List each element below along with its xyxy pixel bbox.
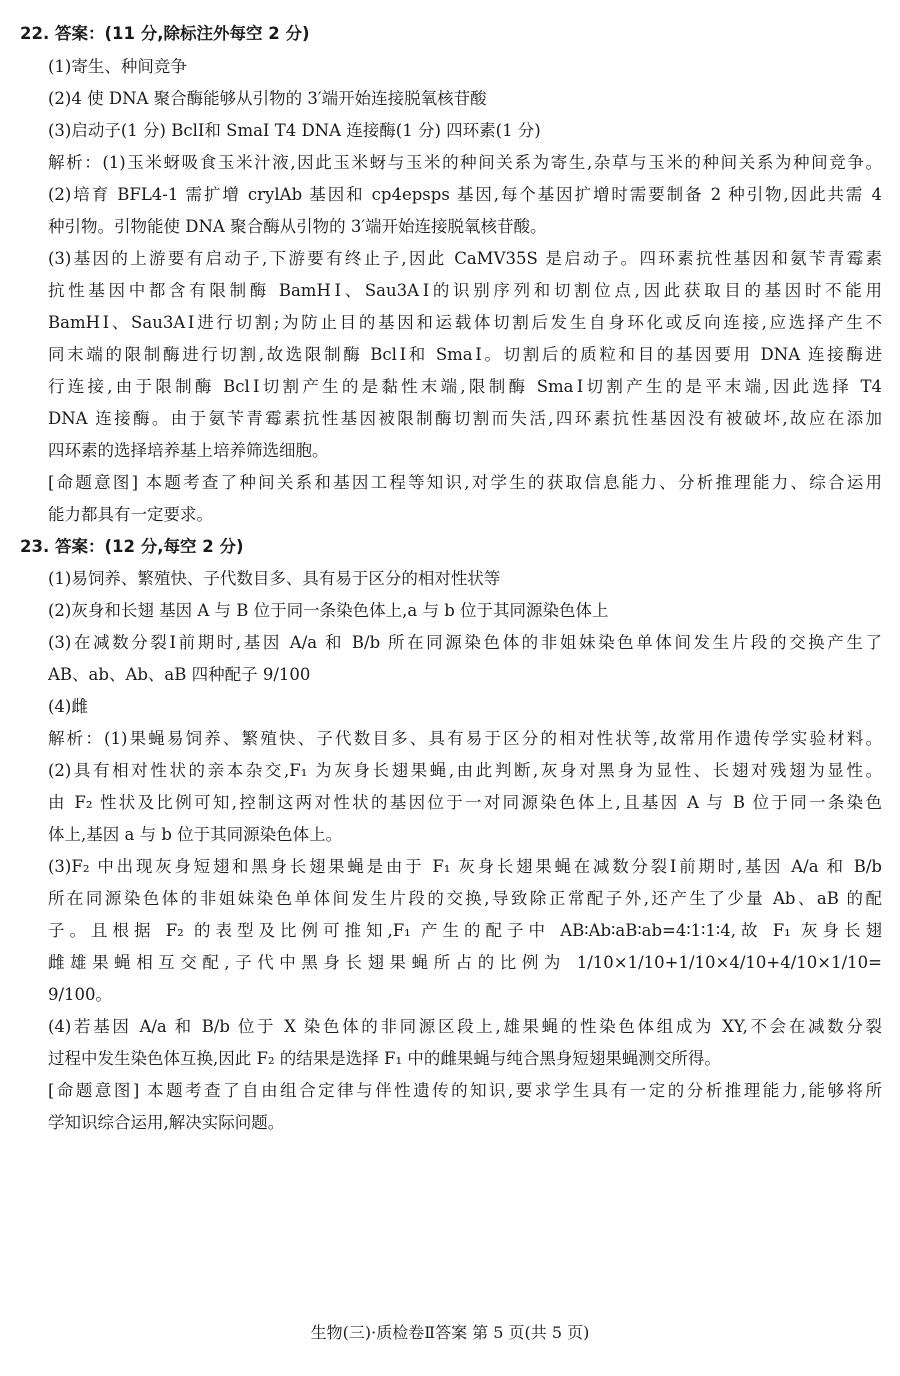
q23-explanation-line: 雌雄果蝇相互交配,子代中黑身长翅果蝇所占的比例为 1/10×1/10+1/10×4/10+4/10×1/10= [48,953,882,972]
q23-explanation-line: 9/100。 [48,985,113,1004]
q22-explanation-line: 四环素的选择培养基上培养筛选细胞。 [48,441,329,460]
q23-explanation-line: (2)具有相对性状的亲本杂交,F₁ 为灰身长翅果蝇,由此判断,灰身对黑身为显性、长翅对残翅为显性。 [48,761,882,780]
q23-intent-line: 学知识综合运用,解决实际问题。 [48,1113,285,1132]
q22-explanation-line: 行连接,由于限制酶 BclⅠ切割产生的是黏性末端,限制酶 SmaⅠ切割产生的是平末端,因此选择 T4 [48,377,882,396]
page-footer: 生物(三)·质检卷Ⅱ答案 第 5 页(共 5 页) [310,1323,590,1342]
q23-explanation-line: (3)F₂ 中出现灰身短翅和黑身长翅果蝇是由于 F₁ 灰身长翅果蝇在减数分裂Ⅰ前期时,基因 A/a 和 B/b [48,857,882,876]
q23-explanation-line: 体上,基因 a 与 b 位于其同源染色体上。 [48,825,343,844]
q22-answer-3: (3)启动子(1 分) BclⅠ和 SmaⅠ T4 DNA 连接酶(1 分) 四环素(1 分) [48,121,541,140]
q22-explanation-line: 解析：(1)玉米蚜吸食玉米汁液,因此玉米蚜与玉米的种间关系为寄生,杂草与玉米的种间关系为种间竞争。 [48,153,882,172]
q23-explanation-line: 过程中发生染色体互换,因此 F₂ 的结果是选择 F₁ 中的雌果蝇与纯合黑身短翅果蝇测交所得。 [48,1049,721,1068]
q22-intent-line: 能力都具有一定要求。 [48,505,213,524]
q23-answer-4: (4)雌 [48,697,88,716]
q23-answer-1: (1)易饲养、繁殖快、子代数目多、具有易于区分的相对性状等 [48,569,501,588]
q23-answer-3-cont: AB、ab、Ab、aB 四种配子 9/100 [48,665,311,684]
q22-explanation-line: 同末端的限制酶进行切割,故选限制酶 BclⅠ和 SmaⅠ。切割后的质粒和目的基因要用 DNA 连接酶进 [48,345,882,364]
q22-explanation-line: (3)基因的上游要有启动子,下游要有终止子,因此 CaMV35S 是启动子。四环素抗性基因和氨苄青霉素 [48,249,882,268]
q22-explanation-line: (2)培育 BFL4-1 需扩增 crylAb 基因和 cp4epsps 基因,每个基因扩增时需要制备 2 种引物,因此共需 4 [48,185,882,204]
q23-answer-3: (3)在减数分裂Ⅰ前期时,基因 A/a 和 B/b 所在同源染色体的非姐妹染色单体间发生片段的交换产生了 [48,633,882,652]
q23-heading: 23. 答案：(12 分,每空 2 分) [20,537,244,556]
q22-intent-line: [命题意图] 本题考查了种间关系和基因工程等知识,对学生的获取信息能力、分析推理能力、综合运用 [48,473,882,492]
q23-explanation-line: 所在同源染色体的非姐妹染色单体间发生片段的交换,导致除正常配子外,还产生了少量 Ab、aB 的配 [48,889,882,908]
q22-explanation-line: BamHⅠ、Sau3AⅠ进行切割;为防止目的基因和运载体切割后发生自身环化或反向连接,应选择产生不 [48,313,882,332]
q22-heading: 22. 答案：(11 分,除标注外每空 2 分) [20,24,310,43]
q22-answer-2: (2)4 使 DNA 聚合酶能够从引物的 3′端开始连接脱氧核苷酸 [48,89,487,108]
q23-explanation-line: (4)若基因 A/a 和 B/b 位于 X 染色体的非同源区段上,雄果蝇的性染色体组成为 XY,不会在减数分裂 [48,1017,882,1036]
q23-answer-2: (2)灰身和长翅 基因 A 与 B 位于同一条染色体上,a 与 b 位于其同源染色体上 [48,601,609,620]
q22-explanation-line: DNA 连接酶。由于氨苄青霉素抗性基因被限制酶切割而失活,四环素抗性基因没有被破坏,故应在添加 [48,409,882,428]
q23-explanation-line: 解析：(1)果蝇易饲养、繁殖快、子代数目多、具有易于区分的相对性状等,故常用作遗传学实验材料。 [48,729,882,748]
q22-answer-1: (1)寄生、种间竞争 [48,57,187,76]
q23-explanation-line: 由 F₂ 性状及比例可知,控制这两对性状的基因位于一对同源染色体上,且基因 A 与 B 位于同一条染色 [48,793,882,812]
q23-intent-line: [命题意图] 本题考查了自由组合定律与伴性遗传的知识,要求学生具有一定的分析推理能力,能够将所 [48,1081,882,1100]
q22-explanation-line: 抗性基因中都含有限制酶 BamHⅠ、Sau3AⅠ的识别序列和切割位点,因此获取目的基因时不能用 [48,281,882,300]
q23-explanation-line: 子。且根据 F₂ 的表型及比例可推知,F₁ 产生的配子中 AB∶Ab∶aB∶ab=4∶1∶1∶4,故 F₁ 灰身长翅 [48,921,882,940]
q22-explanation-line: 种引物。引物能使 DNA 聚合酶从引物的 3′端开始连接脱氧核苷酸。 [48,217,547,236]
